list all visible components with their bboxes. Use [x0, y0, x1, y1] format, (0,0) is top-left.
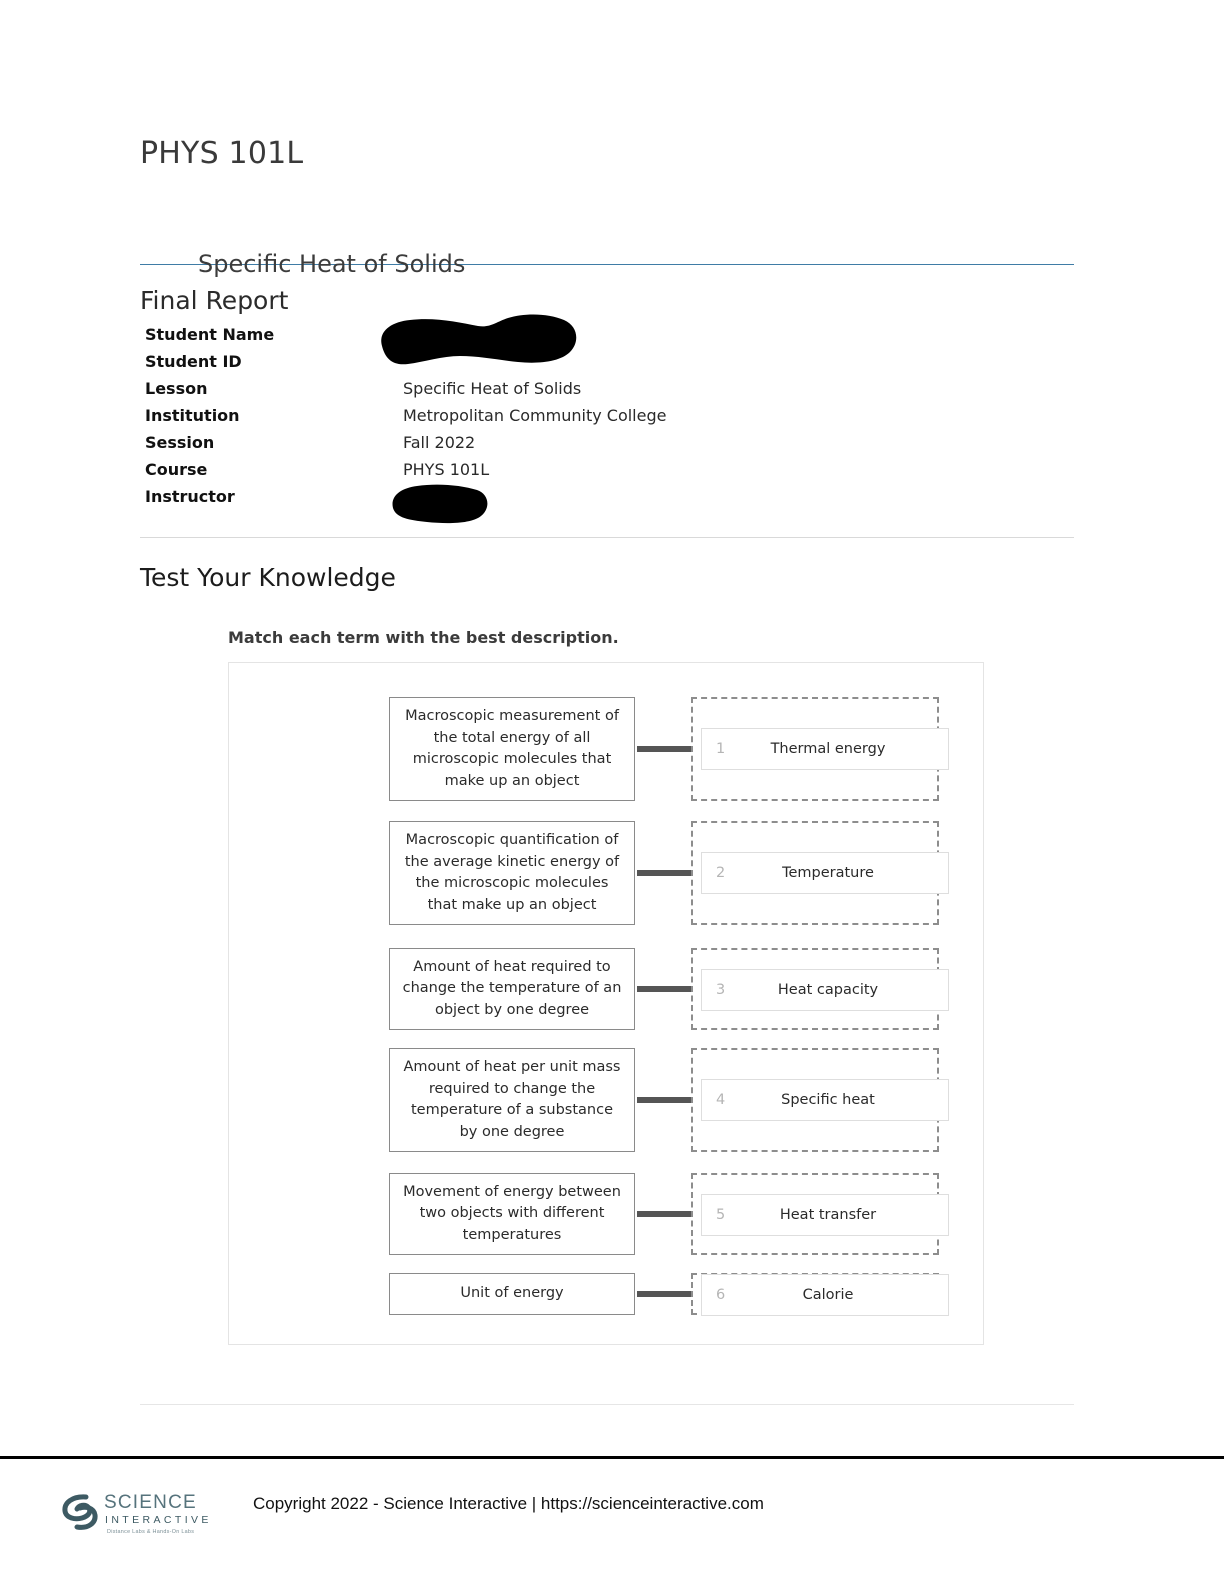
answer-term: Thermal energy	[770, 741, 886, 757]
answer-term: Heat transfer	[779, 1207, 877, 1223]
answer-card[interactable]	[701, 969, 949, 1011]
metadata-row	[145, 352, 845, 379]
metadata-value: Metropolitan Community College	[403, 406, 667, 425]
footer-copyright: Copyright 2022 - Science Interactive | https://scienceinteractive.com	[253, 1494, 764, 1513]
connector-line	[637, 1291, 691, 1297]
report-title: Final Report	[140, 286, 289, 315]
answer-dropzone[interactable]	[691, 1273, 939, 1315]
answer-card[interactable]	[701, 1079, 949, 1121]
connector-line	[637, 986, 691, 992]
answer-number: 2	[716, 865, 726, 881]
metadata-row	[145, 325, 845, 352]
matching-prompt: Match each term with the best description.	[228, 628, 619, 647]
metadata-value: Fall 2022	[403, 433, 476, 452]
connector-line	[637, 1097, 691, 1103]
description-box: Amount of heat per unit mass required to change the temperature of a substance by one degree	[389, 1048, 635, 1152]
answer-number: 1	[716, 741, 726, 757]
logo-swirl-icon	[65, 1497, 95, 1527]
logo-tagline-text: Distance Labs & Hands-On Labs	[107, 1529, 195, 1535]
answer-dropzone[interactable]	[691, 948, 939, 1030]
lesson-banner	[140, 248, 1074, 282]
answer-term: Temperature	[782, 865, 874, 881]
connector-line	[637, 870, 691, 876]
course-title: PHYS 101L	[140, 136, 304, 171]
metadata-row	[145, 487, 845, 514]
description-box: Unit of energy	[389, 1273, 635, 1315]
description-box: Amount of heat required to change the temperature of an object by one degree	[389, 948, 635, 1030]
metadata-row	[145, 406, 845, 433]
answer-card[interactable]	[701, 1274, 949, 1316]
section-title-test-your-knowledge: Test Your Knowledge	[140, 563, 396, 592]
bottom-divider	[140, 1404, 1074, 1405]
metadata-value: Specific Heat of Solids	[403, 379, 582, 398]
metadata-label: Session	[145, 433, 215, 452]
answer-dropzone[interactable]	[691, 1048, 939, 1152]
answer-card[interactable]	[701, 728, 949, 770]
answer-card[interactable]	[701, 1194, 949, 1236]
metadata-label: Student ID	[145, 352, 242, 371]
connector-line	[637, 746, 691, 752]
metadata-row	[145, 433, 845, 460]
answer-number: 3	[716, 982, 726, 998]
answer-number: 6	[716, 1287, 726, 1303]
metadata-label: Instructor	[145, 487, 235, 506]
answer-dropzone[interactable]	[691, 1173, 939, 1255]
answer-term: Heat capacity	[777, 982, 879, 998]
lesson-banner-text: Specific Heat of Solids	[198, 250, 466, 278]
logo-primary-text: SCIENCE	[104, 1492, 197, 1513]
answer-card[interactable]	[701, 852, 949, 894]
science-interactive-logo	[58, 1485, 218, 1541]
matching-exercise-container	[228, 662, 984, 1345]
connector-line	[637, 1211, 691, 1217]
logo-secondary-text: INTERACTIVE	[105, 1514, 212, 1526]
answer-dropzone[interactable]	[691, 697, 939, 801]
metadata-row	[145, 460, 845, 487]
answer-number: 4	[716, 1092, 726, 1108]
metadata-table	[145, 325, 845, 514]
metadata-label: Course	[145, 460, 208, 479]
metadata-row	[145, 379, 845, 406]
description-box: Movement of energy between two objects with different temperatures	[389, 1173, 635, 1255]
answer-term: Calorie	[802, 1287, 854, 1303]
metadata-label: Institution	[145, 406, 240, 425]
metadata-label: Lesson	[145, 379, 208, 398]
metadata-label: Student Name	[145, 325, 275, 344]
description-box: Macroscopic measurement of the total energy of all microscopic molecules that make up an object	[389, 697, 635, 801]
answer-dropzone[interactable]	[691, 821, 939, 925]
page-footer	[0, 1456, 1224, 1584]
description-box: Macroscopic quantification of the average kinetic energy of the microscopic molecules that make up an object	[389, 821, 635, 925]
metadata-divider	[140, 537, 1074, 538]
answer-term: Specific heat	[781, 1092, 875, 1108]
answer-number: 5	[716, 1207, 726, 1223]
metadata-value: PHYS 101L	[403, 460, 490, 479]
